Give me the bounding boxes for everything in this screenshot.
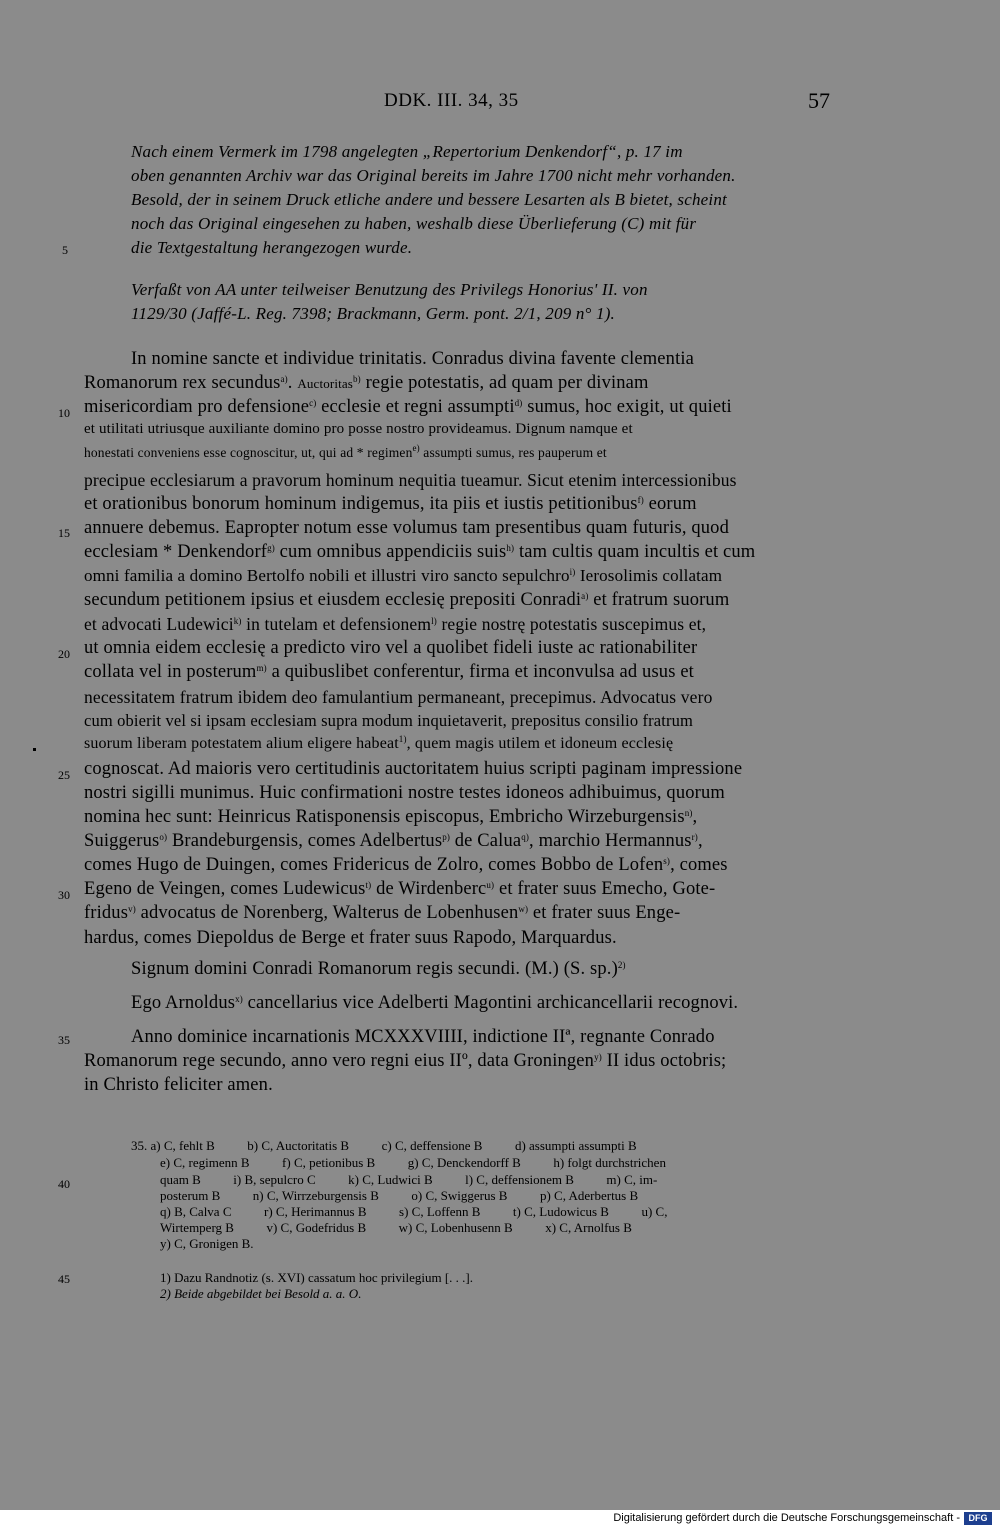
signum-line: Signum domini Conradi Romanorum regis secundi. (M.) (S. sp.)$^{2)}$: [131, 959, 626, 979]
text-line: collata vel in posterum$^{m)}$ a quibuslibet conferentur, firma et inconvulsa ad usus et: [84, 662, 694, 682]
footnote: 1) Dazu Randnotiz (s. XVI) cassatum hoc privilegium [. . .].: [160, 1270, 474, 1285]
intro-line: Verfaßt von AA unter teilweiser Benutzung des Privilegs Honorius' II. von: [131, 280, 648, 299]
dating-line: Romanorum rege secundo, anno vero regni eius IIº, data Groningen$^{y)}$ II idus octobris;: [84, 1051, 727, 1071]
line-number: 25: [58, 768, 70, 782]
recognition-line: Ego Arnoldus$^{x)}$ cancellarius vice Adelberti Magontini archicancellarii recognovi.: [131, 993, 739, 1013]
apparatus-line: q) B, Calva C r) C, Herimannus B s) C, Loffenn B t) C, Ludowicus B u) C,: [160, 1204, 668, 1219]
margin-mark: [33, 748, 36, 751]
text-line: Egeno de Veingen, comes Ludewicus$^{t)}$ de Wirdenberc$^{u)}$ et frater suus Emecho, Gote-: [84, 879, 716, 899]
line-number: 40: [58, 1177, 70, 1191]
intro-line: 1129/30 (Jaffé-L. Reg. 7398; Brackmann, Germ. pont. 2/1, 209 n° 1).: [131, 304, 616, 323]
footnote: 2) Beide abgebildet bei Besold a. a. O.: [160, 1286, 362, 1301]
line-number: 35: [58, 1033, 70, 1047]
page-number: 57: [808, 88, 830, 113]
text-line: et utilitati utriusque auxiliante domino pro posse nostro provideamus. Dignum namque et: [84, 421, 633, 437]
text-line: Romanorum rex secundus$^{a)}$. Auctoritas$^{b)}$ regie potestatis, ad quam per divinam: [84, 373, 649, 393]
footer-bar: [0, 1510, 1000, 1528]
intro-line: Nach einem Vermerk im 1798 angelegten „Repertorium Denkendorf“, p. 17 im: [131, 142, 683, 161]
text-line: omni familia a domino Bertolfo nobili et illustri viro sancto sepulchro$^{i)}$ Ierosolimis collatam: [84, 566, 723, 585]
intro-line: noch das Original eingesehen zu haben, weshalb diese Überlieferung (C) mit für: [131, 214, 697, 233]
apparatus-line: y) C, Gronigen B.: [160, 1236, 254, 1251]
running-header: DDK. III. 34, 35: [384, 90, 519, 111]
text-line: ecclesiam * Denkendorf$^{g)}$ cum omnibus appendiciis suis$^{h)}$ tam cultis quam incultis et cum: [84, 542, 756, 562]
text-line: ut omnia eidem ecclesię a predicto viro vel a quolibet fideli iuste ac rationabiliter: [84, 638, 698, 658]
text-line: nomina hec sunt: Heinricus Ratisponensis episcopus, Embricho Wirzeburgensis$^{n)}$,: [84, 807, 698, 827]
text-line: et advocati Ludewici$^{k)}$ in tutelam et defensionem$^{l)}$ regie nostrę potestatis suscepimus et,: [84, 614, 707, 634]
text-line: precipue ecclesiarum a pravorum hominum nequitia tueamur. Sicut etenim intercessionibus: [84, 470, 737, 490]
text-line: suorum liberam potestatem alium eligere habeat$^{1)}$, quem magis utilem et idoneum ecclesię: [84, 734, 674, 752]
apparatus-line: e) C, regimenn B f) C, petionibus B g) C, Denckendorff B h) folgt durchstrichen: [160, 1155, 666, 1170]
text-line: secundum petitionem ipsius et eiusdem ecclesię prepositi Conradi$^{a)}$ et fratrum suorum: [84, 590, 730, 610]
line-number: 30: [58, 888, 70, 902]
intro-line: Besold, der in seinem Druck etliche andere und bessere Lesarten als B bietet, scheint: [131, 190, 727, 209]
apparatus-line: quam B i) B, sepulcro C k) C, Ludwici B l) C, deffensionem B m) C, im-: [160, 1172, 658, 1187]
line-number: 45: [58, 1272, 70, 1286]
dfg-logo: DFG: [964, 1512, 992, 1525]
text-line: comes Hugo de Duingen, comes Fridericus de Zolro, comes Bobbo de Lofen$^{s)}$, comes: [84, 855, 728, 875]
text-line: fridus$^{v)}$ advocatus de Norenberg, Walterus de Lobenhusen$^{w)}$ et frater suus Enge-: [84, 903, 681, 923]
line-number: 5: [62, 243, 68, 257]
text-line: hardus, comes Diepoldus de Berge et frater suus Rapodo, Marquardus.: [84, 928, 617, 948]
text-line: misericordiam pro defensione$^{c)}$ ecclesie et regni assumpti$^{d)}$ sumus, hoc exigit, ut quieti: [84, 397, 732, 417]
apparatus-line: posterum B n) C, Wirrzeburgensis B o) C, Swiggerus B p) C, Aderbertus B: [160, 1188, 639, 1203]
intro-line: die Textgestaltung herangezogen wurde.: [131, 238, 413, 257]
dating-line: Anno dominice incarnationis MCXXXVIIII, indictione IIª, regnante Conrado: [131, 1027, 715, 1047]
text-line: annuere debemus. Eapropter notum esse volumus tam presentibus quam futuris, quod: [84, 518, 729, 538]
footer-credit: Digitalisierung gefördert durch die Deutsche Forschungsgemeinschaft -: [613, 1512, 960, 1524]
text-line: In nomine sancte et individue trinitatis. Conradus divina favente clementia: [131, 349, 695, 369]
text-line: honestati conveniens esse cognoscitur, ut, qui ad * regimen$^{e)}$ assumpti sumus, res pauperum et: [84, 443, 607, 460]
text-line: nostri sigilli munimus. Huic confirmationi nostre testes idoneos adhibuimus, quorum: [84, 783, 725, 803]
line-number: 20: [58, 647, 70, 661]
text-line: cum obierit vel si ipsam ecclesiam supra modum inquietaverit, prepositus consilio fratrum: [84, 711, 694, 730]
text-line: Suiggerus$^{o)}$ Brandeburgensis, comes Adelbertus$^{p)}$ de Calua$^{q)}$, marchio Hermannus$^{r)}$,: [84, 831, 703, 851]
line-number: 10: [58, 406, 70, 420]
text-line: cognoscat. Ad maioris vero certitudinis auctoritatem huius scripti paginam impressione: [84, 759, 743, 779]
text-line: necessitatem fratrum ibidem deo famulantium permaneant, precepimus. Advocatus vero: [84, 687, 713, 707]
line-number: 15: [58, 526, 70, 540]
apparatus-line: Wirtemperg B v) C, Godefridus B w) C, Lobenhusenn B x) C, Arnolfus B: [160, 1220, 632, 1235]
dating-line: in Christo feliciter amen.: [84, 1075, 273, 1095]
intro-line: oben genannten Archiv war das Original bereits im Jahre 1700 nicht mehr vorhanden.: [131, 166, 736, 185]
text-line: et orationibus bonorum hominum indigemus, ita piis et iustis petitionibus$^{f)}$ eorum: [84, 494, 697, 514]
apparatus-line: 35. a) C, fehlt B b) C, Auctoritatis B c) C, deffensione B d) assumpti assumpti B: [131, 1138, 637, 1153]
